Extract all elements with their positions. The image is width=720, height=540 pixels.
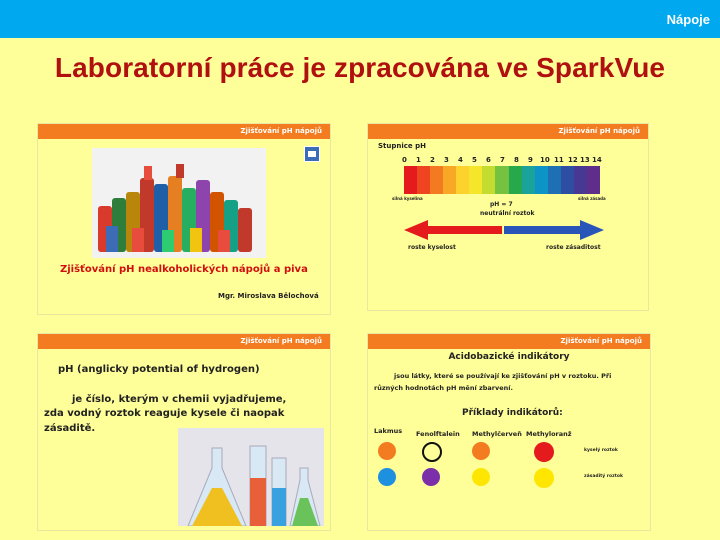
indicator-name: Methyloranž	[526, 430, 572, 438]
flasks-graphic	[178, 428, 324, 526]
ph-color-block	[548, 166, 561, 194]
indicators-title: Acidobazické indikátory	[448, 352, 570, 362]
strong-acid-label: silná kyselina	[392, 196, 423, 201]
acid-color-dot	[378, 442, 396, 460]
slide1-title: Zjišťování pH nealkoholických nápojů a piva	[60, 264, 308, 275]
examples-heading: Příklady indikátorů:	[462, 408, 563, 418]
ph-num: 10	[540, 156, 550, 164]
ph-num: 14	[592, 156, 602, 164]
ph-color-block	[443, 166, 456, 194]
ph-color-scale	[404, 166, 600, 194]
ph-num: 9	[528, 156, 533, 164]
indicator-name: Methylčerveň	[472, 430, 522, 438]
lab-glassware-image	[178, 428, 324, 526]
slide-header: Zjišťování pH nápojů	[38, 124, 330, 139]
ph-num: 4	[458, 156, 463, 164]
slide-thumbnail-1[interactable]	[38, 124, 330, 314]
ph-definition-title: pH (anglicky potential of hydrogen)	[58, 364, 260, 375]
acid-solution-label: kyselý roztok	[584, 448, 618, 453]
ph-color-block	[469, 166, 482, 194]
bottles-graphic	[92, 148, 266, 258]
slide-header: Zjišťování pH nápojů	[38, 334, 330, 349]
ph-num: 5	[472, 156, 477, 164]
ph-color-block	[430, 166, 443, 194]
slide-thumbnail-4[interactable]	[368, 334, 650, 530]
strong-base-label: silná zásada	[578, 196, 606, 201]
ph-color-block	[417, 166, 430, 194]
base-color-dot	[472, 468, 490, 486]
ph-color-block	[522, 166, 535, 194]
ph-scale-heading: Stupnice pH	[378, 142, 426, 150]
direction-arrows	[404, 220, 604, 240]
acid-color-dot	[472, 442, 490, 460]
acidity-label: roste kyselost	[408, 244, 456, 251]
drinks-image	[92, 148, 266, 258]
ph-color-block	[495, 166, 508, 194]
acid-color-dot	[422, 442, 442, 462]
indicator-name: Fenolftalein	[416, 430, 460, 438]
slide-thumbnail-2[interactable]	[368, 124, 648, 310]
page-title: Laboratorní práce je zpracována ve SparkVue	[54, 52, 666, 83]
ph-num: 1	[416, 156, 421, 164]
ph-color-block	[587, 166, 600, 194]
slide1-author: Mgr. Miroslava Bělochová	[218, 292, 319, 300]
slide-header: Zjišťování pH nápojů	[368, 124, 648, 139]
basicity-label: roste zásaditost	[546, 244, 601, 251]
base-color-dot	[534, 468, 554, 488]
base-color-dot	[378, 468, 396, 486]
base-color-dot	[422, 468, 440, 486]
ph-num: 11	[554, 156, 564, 164]
indicators-description: jsou látky, které se používají ke zjišťování pH v roztoku. Při	[394, 372, 612, 380]
ph-num: 13	[580, 156, 590, 164]
slide-header: Zjišťování pH nápojů	[368, 334, 650, 349]
ph-color-block	[574, 166, 587, 194]
image-icon[interactable]	[304, 146, 320, 162]
ph-definition-text: zda vodný roztok reaguje kysele či naopak	[44, 408, 285, 419]
ph-color-block	[482, 166, 495, 194]
base-solution-label: zásaditý roztok	[584, 474, 623, 479]
ph-num: 7	[500, 156, 505, 164]
acid-color-dot	[534, 442, 554, 462]
ph-num: 8	[514, 156, 519, 164]
section-label: Nápoje	[666, 12, 710, 27]
ph-definition-text: zásaditě.	[44, 423, 96, 434]
ph-definition-text: je číslo, kterým v chemii vyjadřujeme,	[72, 394, 287, 405]
ph-num: 2	[430, 156, 435, 164]
indicators-description: různých hodnotách pH mění zbarvení.	[374, 384, 513, 392]
slide-thumbnail-3[interactable]	[38, 334, 330, 530]
ph-num: 0	[402, 156, 407, 164]
top-bar	[0, 0, 720, 38]
ph-color-block	[561, 166, 574, 194]
ph-color-block	[535, 166, 548, 194]
ph-color-block	[456, 166, 469, 194]
neutral-solution: neutrální roztok	[480, 210, 535, 217]
neutral-ph: pH = 7	[490, 201, 513, 208]
ph-color-block	[404, 166, 417, 194]
indicator-name: Lakmus	[374, 427, 403, 435]
ph-number-row	[402, 156, 602, 166]
ph-num: 6	[486, 156, 491, 164]
ph-color-block	[509, 166, 522, 194]
ph-num: 12	[568, 156, 578, 164]
ph-num: 3	[444, 156, 449, 164]
